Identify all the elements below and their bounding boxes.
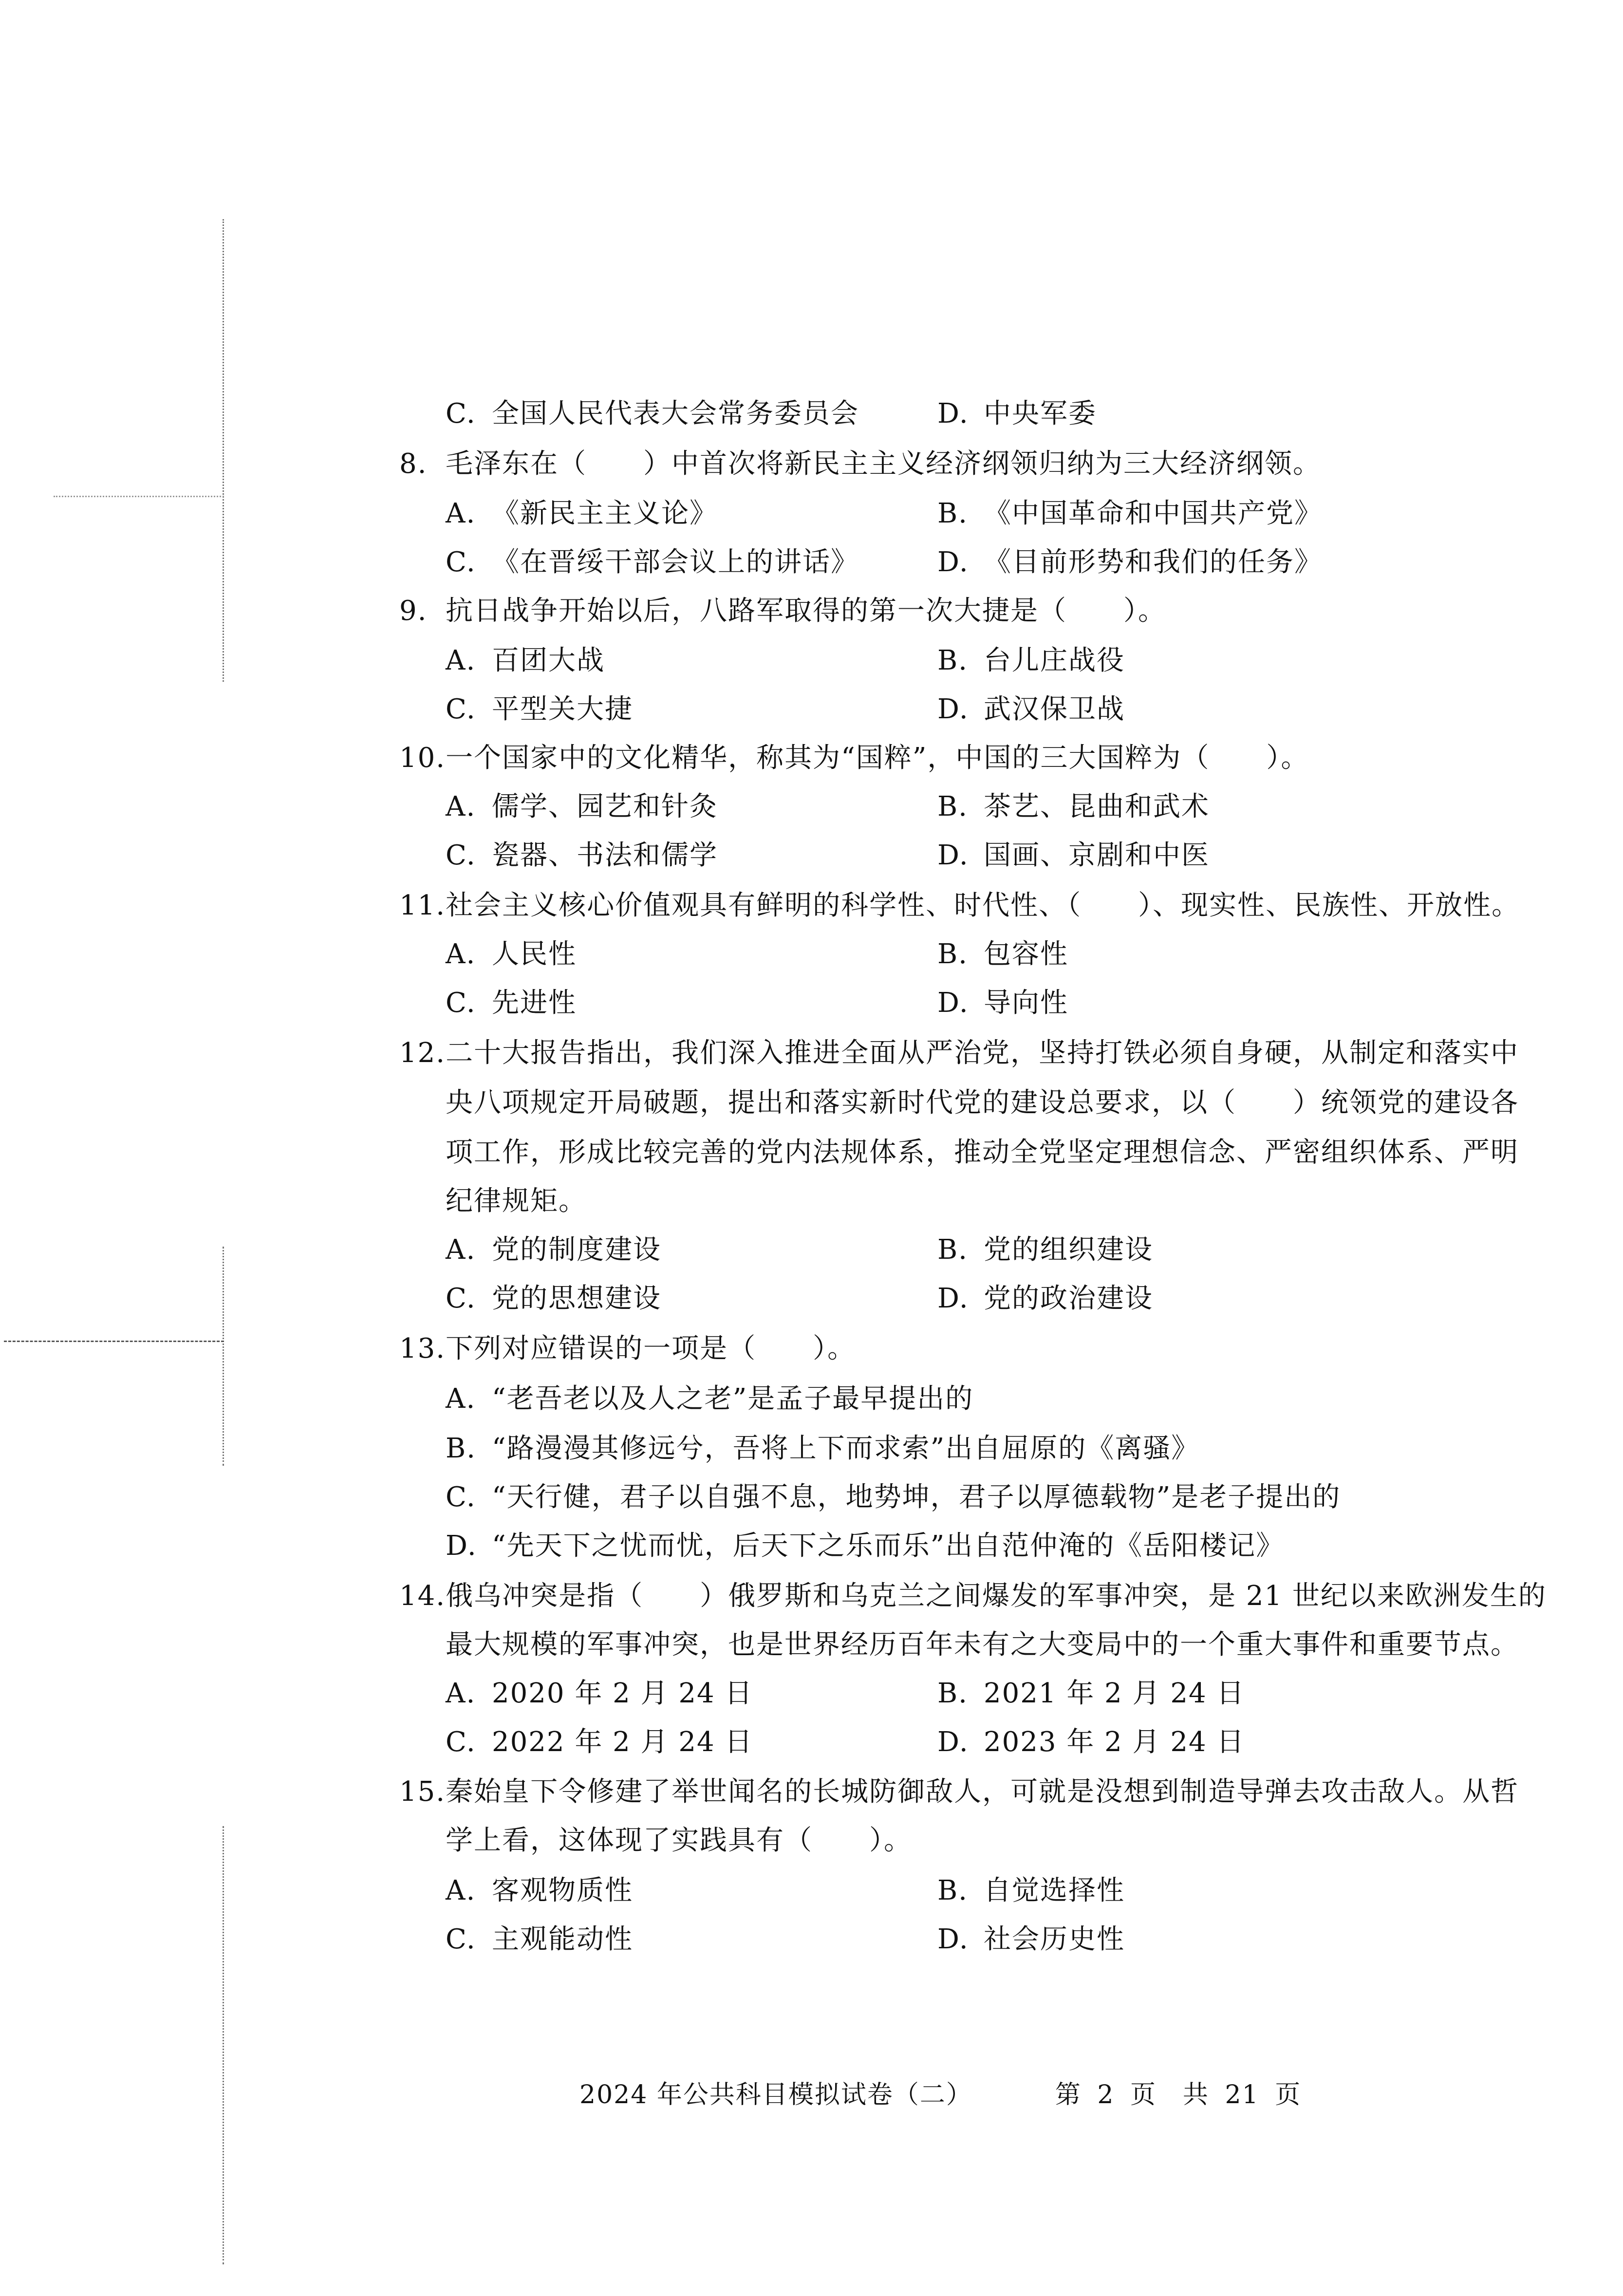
cut-line [4, 1341, 224, 1342]
question-9-stem [399, 594, 1166, 628]
question-15-stem [399, 1775, 1519, 1809]
option-text: 百团大战 [492, 645, 605, 676]
question-10-stem [399, 741, 1309, 775]
option-text: “先天下之忧而忧，后天下之乐而乐”出自范仲淹的《岳阳楼记》 [492, 1530, 1285, 1562]
option-b: B. 台儿庄战役 [937, 645, 1125, 676]
question-11-stem [399, 889, 1520, 923]
option-text: 党的思想建设 [492, 1283, 661, 1314]
question-number: 14. [399, 1580, 446, 1612]
option-d: D. 武汉保卫战 [937, 693, 1125, 725]
option-a: A. 党的制度建设 [446, 1234, 661, 1266]
option-c: C. 2022 年 2 月 24 日 [446, 1726, 753, 1758]
option-b: B. 包容性 [937, 938, 1068, 970]
option-text: 2020 年 2 月 24 日 [492, 1678, 753, 1709]
question-text-continued: 学上看，这体现了实践具有（ ）。 [446, 1825, 912, 1856]
option-text: 瓷器、书法和儒学 [492, 840, 718, 871]
option-text: 武汉保卫战 [984, 693, 1125, 725]
question-text: 一个国家中的文化精华，称其为“国粹”，中国的三大国粹为（ ）。 [446, 742, 1309, 774]
option-c: C. 平型关大捷 [446, 693, 633, 725]
option-d: D. 社会历史性 [937, 1923, 1125, 1955]
option-a: A. 客观物质性 [446, 1875, 633, 1906]
question-text: 社会主义核心价值观具有鲜明的科学性、时代性、（ ）、现实性、民族性、开放性。 [446, 890, 1520, 921]
option-a: A. 《新民主主义论》 [446, 498, 718, 529]
option-text: 客观物质性 [492, 1875, 633, 1906]
option-text: 人民性 [492, 938, 577, 970]
option-d: D. 国画、京剧和中医 [937, 840, 1210, 871]
option-d: D. 《目前形势和我们的任务》 [937, 546, 1323, 578]
option-text: 国画、京剧和中医 [984, 840, 1210, 871]
option-text: 2022 年 2 月 24 日 [492, 1726, 753, 1758]
page-footer [579, 2079, 1301, 2110]
question-text-continued: 最大规模的军事冲突，也是世界经历百年未有之大变局中的一个重大事件和重要节点。 [446, 1629, 1519, 1661]
option-b: B. 茶艺、昆曲和武术 [937, 791, 1210, 822]
option-text: 儒学、园艺和针灸 [492, 791, 718, 822]
option-d: D. 中央军委 [937, 398, 1097, 429]
option-text: “路漫漫其修远兮，吾将上下而求索”出自屈原的《离骚》 [492, 1433, 1200, 1464]
option-text: 包容性 [984, 938, 1068, 970]
option-c: C. “天行健，君子以自强不息，地势坤，君子以厚德载物”是老子提出的 [446, 1481, 1341, 1513]
option-text: 《中国革命和中国共产党》 [984, 498, 1323, 529]
question-number: 9. [399, 595, 428, 627]
question-number: 8. [399, 448, 428, 480]
page-number: 第 2 页 共 21 页 [1055, 2080, 1302, 2109]
question-text: 俄乌冲突是指（ ）俄罗斯和乌克兰之间爆发的军事冲突，是 21 世纪以来欧洲发生的 [446, 1580, 1547, 1612]
option-d: D. “先天下之忧而忧，后天下之乐而乐”出自范仲淹的《岳阳楼记》 [446, 1530, 1285, 1562]
option-text: 《目前形势和我们的任务》 [984, 546, 1323, 578]
option-text: “老吾老以及人之老”是孟子最早提出的 [492, 1383, 974, 1415]
option-c: C. 先进性 [446, 987, 577, 1019]
option-d: D. 2023 年 2 月 24 日 [937, 1726, 1245, 1758]
option-text: 《新民主主义论》 [492, 498, 718, 529]
option-c: C. 党的思想建设 [446, 1283, 661, 1314]
question-text: 抗日战争开始以后，八路军取得的第一次大捷是（ ）。 [446, 595, 1166, 627]
option-text: 茶艺、昆曲和武术 [984, 791, 1210, 822]
question-number: 15. [399, 1776, 446, 1808]
option-c: C. 瓷器、书法和儒学 [446, 840, 718, 871]
option-text: 《在晋绥干部会议上的讲话》 [492, 546, 859, 578]
question-number: 10. [399, 742, 446, 774]
option-d: D. 导向性 [937, 987, 1068, 1019]
option-b: B. 《中国革命和中国共产党》 [937, 498, 1323, 529]
option-text: 先进性 [492, 987, 577, 1019]
question-number: 11. [399, 890, 446, 921]
question-text: 毛泽东在（ ）中首次将新民主主义经济纲领归纳为三大经济纲领。 [446, 448, 1321, 480]
option-b: B. 自觉选择性 [937, 1875, 1125, 1906]
binding-margin-line [223, 1826, 224, 2264]
option-a: A. “老吾老以及人之老”是孟子最早提出的 [446, 1383, 974, 1415]
option-a: A. 百团大战 [446, 645, 605, 676]
option-a: A. 2020 年 2 月 24 日 [446, 1678, 753, 1709]
question-14-stem [399, 1579, 1547, 1613]
option-text: 党的组织建设 [984, 1234, 1153, 1266]
option-text: “天行健，君子以自强不息，地势坤，君子以厚德载物”是老子提出的 [492, 1481, 1341, 1513]
option-b: B. “路漫漫其修远兮，吾将上下而求索”出自屈原的《离骚》 [446, 1433, 1200, 1464]
option-text: 平型关大捷 [492, 693, 633, 725]
option-text: 自觉选择性 [984, 1875, 1125, 1906]
option-text: 中央军委 [984, 398, 1097, 429]
question-text-continued: 纪律规矩。 [446, 1185, 587, 1217]
question-text-continued: 央八项规定开局破题，提出和落实新时代党的建设总要求，以（ ）统领党的建设各 [446, 1087, 1519, 1119]
option-d: D. 党的政治建设 [937, 1283, 1153, 1314]
question-text: 秦始皇下令修建了举世闻名的长城防御敌人，可就是没想到制造导弹去攻击敌人。从哲 [446, 1776, 1519, 1808]
question-8-stem [399, 447, 1321, 481]
exam-title: 2024 年公共科目模拟试卷（二） [579, 2080, 972, 2109]
option-b: B. 2021 年 2 月 24 日 [937, 1678, 1245, 1709]
binding-margin-line [223, 1247, 224, 1466]
question-number: 13. [399, 1333, 446, 1364]
cut-line [54, 496, 224, 497]
question-13-stem [399, 1332, 856, 1366]
option-text: 全国人民代表大会常务委员会 [492, 398, 859, 429]
option-text: 党的政治建设 [984, 1283, 1153, 1314]
option-text: 2021 年 2 月 24 日 [984, 1678, 1245, 1709]
option-text: 党的制度建设 [492, 1234, 661, 1266]
option-b: B. 党的组织建设 [937, 1234, 1153, 1266]
question-text: 下列对应错误的一项是（ ）。 [446, 1333, 856, 1364]
question-12-stem [399, 1036, 1519, 1070]
option-c: C. 全国人民代表大会常务委员会 [446, 398, 859, 429]
question-number: 12. [399, 1037, 446, 1069]
binding-margin-line [223, 219, 224, 682]
option-c: C. 《在晋绥干部会议上的讲话》 [446, 546, 859, 578]
option-a: A. 人民性 [446, 938, 577, 970]
option-text: 主观能动性 [492, 1923, 633, 1955]
option-text: 2023 年 2 月 24 日 [984, 1726, 1245, 1758]
option-text: 社会历史性 [984, 1923, 1125, 1955]
question-text: 二十大报告指出，我们深入推进全面从严治党，坚持打铁必须自身硬，从制定和落实中 [446, 1037, 1519, 1069]
option-text: 台儿庄战役 [984, 645, 1125, 676]
option-a: A. 儒学、园艺和针灸 [446, 791, 718, 822]
question-text-continued: 项工作，形成比较完善的党内法规体系，推动全党坚定理想信念、严密组织体系、严明 [446, 1137, 1519, 1168]
option-c: C. 主观能动性 [446, 1923, 633, 1955]
option-text: 导向性 [984, 987, 1068, 1019]
